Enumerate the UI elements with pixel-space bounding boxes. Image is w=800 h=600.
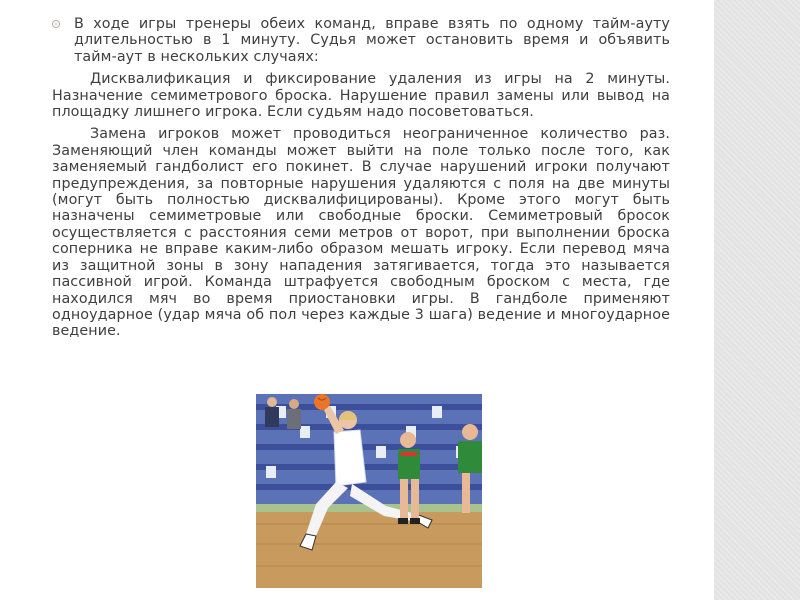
decorative-side-band [714, 0, 800, 600]
paragraph-timeout [52, 16, 670, 65]
slide-body-text [52, 16, 670, 346]
paragraph-timeout-text: В ходе игры тренеры обеих команд, вправе взять по одному тайм-ауту длительностью в 1 минуту. Судья может остановить время и объявить тайм-аут в нескольких случаях: [74, 16, 670, 65]
paragraph-timeout-cases: Дисквалификация и фиксирование удаления из игры на 2 минуты. Назначение семиметрового броска. Нарушение правил замены или вывод на площадку лишнего игрока. Если судьям надо посоветоваться. [52, 71, 670, 121]
handball-photo [256, 394, 482, 588]
bullet-icon [52, 20, 60, 28]
handball-photo-illustration [256, 394, 482, 588]
paragraph-substitution: Замена игроков может проводиться неограниченное количество раз. Заменяющий член команды может выйти на поле только после того, как заменяемый гандболист его покинет. В случае нарушений игроки получают предупреждения, за повторные нарушения удаляются с поля на две минуты (могут быть полностью дисквалифицированы). Кроме этого могут быть назначены семиметровые или свободные броски. Семиметровый бросок осуществляется с расстояния семи метров от ворот, при выполнении броска соперника не вправе каким-либо образом мешать игроку. Если перевод мяча из защитной зоны в зону нападения затягивается, тогда это называется пассивной игрой. Команда штрафуется свободным броском с места, где находился мяч во время приостановки игры. В гандболе применяют одноударное (удар мяча об пол через каждые 3 шага) ведение и многоударное ведение. [52, 126, 670, 340]
